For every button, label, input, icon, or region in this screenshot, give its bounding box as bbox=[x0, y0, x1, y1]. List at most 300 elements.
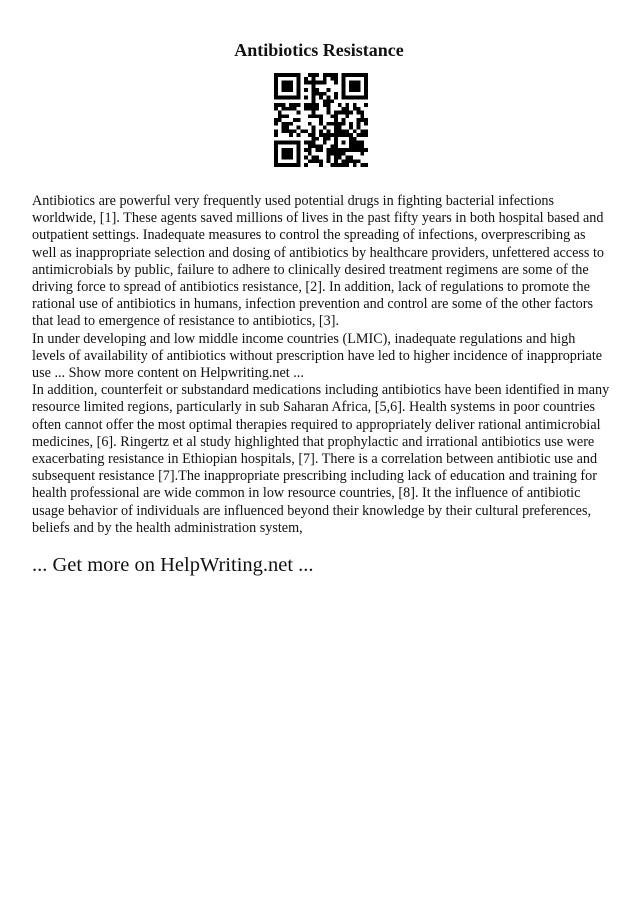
qr-module bbox=[364, 103, 368, 107]
qr-module bbox=[338, 122, 342, 126]
qr-module bbox=[334, 129, 338, 133]
qr-module bbox=[338, 163, 342, 167]
qr-module bbox=[315, 81, 319, 85]
qr-module bbox=[353, 81, 357, 85]
qr-module bbox=[345, 107, 349, 111]
qr-module bbox=[304, 96, 308, 100]
qr-module bbox=[282, 122, 286, 126]
qr-module bbox=[342, 148, 346, 152]
qr-module bbox=[323, 77, 327, 81]
qr-module bbox=[323, 99, 327, 103]
qr-module bbox=[323, 126, 327, 130]
qr-module bbox=[349, 148, 353, 152]
qr-module bbox=[297, 103, 301, 107]
qr-module bbox=[338, 133, 342, 137]
qr-module bbox=[360, 141, 364, 145]
qr-module bbox=[353, 129, 357, 133]
qr-module bbox=[297, 81, 301, 85]
qr-module bbox=[312, 84, 316, 88]
qr-module bbox=[364, 84, 368, 88]
qr-module bbox=[297, 96, 301, 100]
qr-module bbox=[349, 133, 353, 137]
qr-module bbox=[334, 137, 338, 141]
qr-module bbox=[297, 77, 301, 81]
qr-module bbox=[282, 152, 286, 156]
qr-module bbox=[304, 163, 308, 167]
qr-module bbox=[289, 141, 293, 145]
qr-module bbox=[274, 129, 278, 133]
qr-module bbox=[312, 133, 316, 137]
qr-module bbox=[342, 81, 346, 85]
qr-module bbox=[304, 88, 308, 92]
qr-module bbox=[334, 73, 338, 77]
qr-module bbox=[315, 156, 319, 160]
qr-module bbox=[319, 118, 323, 122]
qr-module bbox=[323, 73, 327, 77]
qr-module bbox=[330, 122, 334, 126]
qr-module bbox=[315, 88, 319, 92]
qr-module bbox=[334, 96, 338, 100]
qr-module bbox=[360, 148, 364, 152]
qr-module bbox=[327, 156, 331, 160]
qr-module bbox=[338, 148, 342, 152]
qr-module bbox=[327, 122, 331, 126]
qr-module bbox=[293, 118, 297, 122]
qr-module bbox=[327, 137, 331, 141]
qr-module bbox=[308, 81, 312, 85]
qr-module bbox=[349, 144, 353, 148]
qr-module bbox=[274, 156, 278, 160]
qr-module bbox=[312, 73, 316, 77]
qr-module bbox=[289, 96, 293, 100]
qr-module bbox=[285, 126, 289, 130]
qr-module bbox=[282, 163, 286, 167]
document-title: Antibiotics Resistance bbox=[234, 40, 404, 60]
qr-module bbox=[278, 73, 282, 77]
qr-module bbox=[315, 159, 319, 163]
qr-code-graphic bbox=[274, 73, 368, 167]
qr-module bbox=[312, 114, 316, 118]
qr-module bbox=[308, 148, 312, 152]
qr-module bbox=[285, 107, 289, 111]
qr-module bbox=[315, 103, 319, 107]
qr-module bbox=[334, 92, 338, 96]
qr-module bbox=[349, 137, 353, 141]
qr-module bbox=[297, 163, 301, 167]
qr-module bbox=[345, 163, 349, 167]
qr-module bbox=[293, 163, 297, 167]
qr-module bbox=[304, 103, 308, 107]
qr-module bbox=[364, 73, 368, 77]
qr-module bbox=[312, 144, 316, 148]
qr-module bbox=[345, 96, 349, 100]
qr-module bbox=[342, 122, 346, 126]
qr-module bbox=[312, 92, 316, 96]
qr-module bbox=[304, 148, 308, 152]
qr-module bbox=[345, 148, 349, 152]
qr-module bbox=[312, 77, 316, 81]
qr-module bbox=[289, 107, 293, 111]
qr-module bbox=[319, 133, 323, 137]
qr-module bbox=[282, 129, 286, 133]
qr-module bbox=[308, 107, 312, 111]
qr-module bbox=[282, 141, 286, 145]
qr-module bbox=[282, 81, 286, 85]
qr-module bbox=[334, 141, 338, 145]
qr-module bbox=[285, 129, 289, 133]
qr-module bbox=[304, 107, 308, 111]
qr-module bbox=[315, 73, 319, 77]
qr-module bbox=[278, 96, 282, 100]
qr-module bbox=[274, 152, 278, 156]
qr-module bbox=[278, 111, 282, 115]
qr-module bbox=[289, 84, 293, 88]
qr-module bbox=[323, 92, 327, 96]
document-body bbox=[32, 193, 610, 537]
qr-module bbox=[274, 73, 278, 77]
qr-module bbox=[312, 141, 316, 145]
qr-module bbox=[334, 144, 338, 148]
qr-module bbox=[285, 73, 289, 77]
qr-module bbox=[349, 81, 353, 85]
qr-module bbox=[353, 163, 357, 167]
qr-module bbox=[360, 111, 364, 115]
qr-module bbox=[274, 92, 278, 96]
qr-module bbox=[319, 92, 323, 96]
qr-module bbox=[353, 103, 357, 107]
qr-module bbox=[353, 107, 357, 111]
qr-module bbox=[282, 148, 286, 152]
qr-module bbox=[349, 84, 353, 88]
qr-module bbox=[334, 114, 338, 118]
qr-module bbox=[327, 152, 331, 156]
qr-module bbox=[364, 96, 368, 100]
qr-module bbox=[297, 73, 301, 77]
qr-module bbox=[349, 96, 353, 100]
qr-module bbox=[357, 73, 361, 77]
qr-module bbox=[293, 129, 297, 133]
qr-module bbox=[282, 96, 286, 100]
qr-module bbox=[285, 141, 289, 145]
qr-module bbox=[342, 92, 346, 96]
qr-module bbox=[334, 81, 338, 85]
qr-module bbox=[319, 144, 323, 148]
qr-module bbox=[364, 92, 368, 96]
qr-module bbox=[312, 99, 316, 103]
qr-module bbox=[312, 137, 316, 141]
qr-module bbox=[297, 118, 301, 122]
qr-module bbox=[345, 159, 349, 163]
qr-module bbox=[312, 88, 316, 92]
qr-module bbox=[274, 148, 278, 152]
qr-module bbox=[274, 103, 278, 107]
qr-module bbox=[327, 133, 331, 137]
qr-module bbox=[345, 103, 349, 107]
qr-module bbox=[360, 163, 364, 167]
qr-module bbox=[334, 133, 338, 137]
qr-module bbox=[289, 88, 293, 92]
qr-module bbox=[293, 73, 297, 77]
qr-module bbox=[357, 88, 361, 92]
qr-module bbox=[312, 159, 316, 163]
qr-module bbox=[319, 122, 323, 126]
qr-module bbox=[278, 163, 282, 167]
qr-module bbox=[364, 133, 368, 137]
qr-module bbox=[353, 148, 357, 152]
qr-module bbox=[297, 152, 301, 156]
qr-module bbox=[319, 159, 323, 163]
qr-module bbox=[278, 118, 282, 122]
qr-module bbox=[308, 159, 312, 163]
qr-module bbox=[330, 148, 334, 152]
qr-module bbox=[285, 122, 289, 126]
qr-module bbox=[297, 84, 301, 88]
qr-module bbox=[297, 88, 301, 92]
qr-module bbox=[334, 77, 338, 81]
qr-module bbox=[285, 114, 289, 118]
qr-module bbox=[285, 148, 289, 152]
qr-module bbox=[282, 126, 286, 130]
paragraph-2: In under developing and low middle income countries (LMIC), inadequate regulations and high levels of availability of antibiotics without prescription have led to higher incidence of inappropriate use ... Show more content on Helpwriting.net ... bbox=[32, 330, 603, 382]
qr-module bbox=[338, 111, 342, 115]
qr-module bbox=[345, 133, 349, 137]
qr-module bbox=[315, 114, 319, 118]
qr-module bbox=[308, 144, 312, 148]
qr-module bbox=[342, 133, 346, 137]
qr-module bbox=[323, 103, 327, 107]
qr-module bbox=[360, 96, 364, 100]
qr-module bbox=[334, 126, 338, 130]
qr-module bbox=[274, 88, 278, 92]
qr-module bbox=[312, 103, 316, 107]
qr-module bbox=[349, 122, 353, 126]
qr-module bbox=[360, 133, 364, 137]
qr-module bbox=[297, 148, 301, 152]
qr-module bbox=[278, 141, 282, 145]
qr-module bbox=[364, 148, 368, 152]
qr-module bbox=[312, 126, 316, 130]
qr-module bbox=[334, 111, 338, 115]
qr-module bbox=[360, 118, 364, 122]
qr-module bbox=[330, 77, 334, 81]
qr-module bbox=[282, 88, 286, 92]
qr-module bbox=[297, 156, 301, 160]
qr-module bbox=[274, 159, 278, 163]
qr-module bbox=[360, 152, 364, 156]
qr-code[interactable] bbox=[274, 73, 368, 167]
qr-module bbox=[282, 156, 286, 160]
qr-module bbox=[289, 148, 293, 152]
qr-module bbox=[282, 107, 286, 111]
qr-module bbox=[327, 96, 331, 100]
qr-module bbox=[357, 81, 361, 85]
qr-module bbox=[304, 77, 308, 81]
qr-module bbox=[353, 137, 357, 141]
qr-module bbox=[357, 141, 361, 145]
qr-module bbox=[349, 111, 353, 115]
qr-module bbox=[319, 81, 323, 85]
qr-module bbox=[293, 141, 297, 145]
qr-module bbox=[289, 156, 293, 160]
qr-module bbox=[327, 73, 331, 77]
qr-module bbox=[297, 111, 301, 115]
qr-module bbox=[315, 92, 319, 96]
qr-module bbox=[285, 96, 289, 100]
qr-module bbox=[330, 163, 334, 167]
qr-module bbox=[312, 81, 316, 85]
qr-module bbox=[349, 126, 353, 130]
qr-module bbox=[342, 152, 346, 156]
get-more-link[interactable]: ... Get more on HelpWriting.net ... bbox=[32, 554, 314, 576]
qr-module bbox=[274, 81, 278, 85]
qr-module bbox=[304, 81, 308, 85]
qr-module bbox=[357, 144, 361, 148]
qr-module bbox=[293, 103, 297, 107]
qr-module bbox=[285, 84, 289, 88]
qr-module bbox=[327, 148, 331, 152]
qr-module bbox=[327, 103, 331, 107]
qr-module bbox=[357, 122, 361, 126]
qr-module bbox=[319, 148, 323, 152]
qr-module bbox=[334, 118, 338, 122]
qr-module bbox=[327, 111, 331, 115]
qr-module bbox=[289, 129, 293, 133]
qr-module bbox=[353, 73, 357, 77]
qr-module bbox=[315, 148, 319, 152]
qr-module bbox=[308, 122, 312, 126]
qr-module bbox=[285, 152, 289, 156]
qr-module bbox=[312, 156, 316, 160]
qr-module bbox=[353, 141, 357, 145]
qr-module bbox=[360, 129, 364, 133]
qr-module bbox=[274, 163, 278, 167]
qr-module bbox=[353, 159, 357, 163]
qr-module bbox=[289, 73, 293, 77]
qr-module bbox=[274, 122, 278, 126]
qr-module bbox=[323, 141, 327, 145]
qr-module bbox=[282, 114, 286, 118]
paragraph-1: Antibiotics are powerful very frequently used potential drugs in fighting bacterial infections worldwide, [1]. These agents saved millions of lives in the past fifty years in both hospital based and outpatient settings. Inadequate measures to control the spreading of infections, overprescribing as well as inappropriate selection and dosing of antibiotics by healthcare providers, unfettered access to antimicrobials by public, failure to adhere to clinically desired treatment regimens are some of the driving force to spread of antibiotics resistance, [2]. In addition, lack of regulations to promote the rational use of antibiotics in humans, infection prevention and control are some of the other factors that lead to emergence of resistance to antibiotics, [3]. bbox=[32, 193, 605, 330]
qr-module bbox=[319, 129, 323, 133]
qr-module bbox=[342, 77, 346, 81]
qr-module bbox=[353, 96, 357, 100]
qr-module bbox=[357, 107, 361, 111]
qr-module bbox=[274, 141, 278, 145]
qr-module bbox=[278, 103, 282, 107]
qr-module bbox=[364, 163, 368, 167]
qr-module bbox=[334, 159, 338, 163]
qr-module bbox=[297, 144, 301, 148]
qr-module bbox=[304, 129, 308, 133]
qr-module bbox=[274, 77, 278, 81]
qr-module bbox=[327, 88, 331, 92]
qr-module bbox=[304, 141, 308, 145]
qr-module bbox=[349, 156, 353, 160]
qr-module bbox=[342, 118, 346, 122]
qr-module bbox=[278, 114, 282, 118]
qr-module bbox=[338, 103, 342, 107]
qr-module bbox=[364, 81, 368, 85]
qr-module bbox=[297, 92, 301, 96]
qr-module bbox=[357, 159, 361, 163]
qr-module bbox=[342, 84, 346, 88]
qr-module bbox=[289, 103, 293, 107]
qr-module bbox=[334, 156, 338, 160]
qr-module bbox=[349, 141, 353, 145]
qr-module bbox=[304, 156, 308, 160]
qr-module bbox=[349, 88, 353, 92]
qr-module bbox=[282, 84, 286, 88]
qr-module bbox=[327, 159, 331, 163]
qr-module bbox=[289, 122, 293, 126]
qr-module bbox=[353, 88, 357, 92]
qr-module bbox=[364, 77, 368, 81]
qr-module bbox=[327, 107, 331, 111]
qr-module bbox=[289, 152, 293, 156]
qr-module bbox=[342, 163, 346, 167]
qr-module bbox=[342, 107, 346, 111]
qr-module bbox=[345, 73, 349, 77]
qr-module bbox=[342, 111, 346, 115]
qr-module bbox=[308, 73, 312, 77]
qr-module bbox=[315, 137, 319, 141]
qr-module bbox=[274, 107, 278, 111]
qr-module bbox=[274, 144, 278, 148]
qr-module bbox=[357, 111, 361, 115]
qr-module bbox=[330, 114, 334, 118]
qr-module bbox=[323, 137, 327, 141]
qr-module bbox=[285, 81, 289, 85]
qr-module bbox=[345, 111, 349, 115]
qr-module bbox=[338, 152, 342, 156]
qr-module bbox=[345, 156, 349, 160]
qr-module bbox=[323, 81, 327, 85]
qr-module bbox=[274, 118, 278, 122]
qr-module bbox=[312, 107, 316, 111]
qr-module bbox=[338, 126, 342, 130]
qr-module bbox=[293, 107, 297, 111]
qr-module bbox=[357, 96, 361, 100]
qr-module bbox=[319, 163, 323, 167]
qr-module bbox=[342, 159, 346, 163]
qr-module bbox=[342, 129, 346, 133]
paragraph-3: In addition, counterfeit or substandard medications including antibiotics have been identified in many resource limited regions, particularly in sub Saharan Africa, [5,6]. Health systems in poor countries often cannot offer the most optimal therapies required to appropriately deliver rational antimicrobial medicines, [6]. Ringertz et al study highlighted that prophylactic and irrational antibiotics use were exacerbating resistance in Ethiopian hospitals, [7]. There is a correlation between antibiotic use and subsequent resistance [7].The inappropriate prescribing including lack of education and training for health professional are wide common in low resource countries, [8]. It the influence of antibiotic usage behavior of individuals are influenced beyond their knowledge by their cultural preferences, beliefs and by the health administration system, bbox=[32, 382, 610, 536]
qr-module bbox=[334, 122, 338, 126]
qr-module bbox=[357, 126, 361, 130]
qr-module bbox=[353, 144, 357, 148]
qr-module bbox=[364, 88, 368, 92]
qr-module bbox=[330, 144, 334, 148]
qr-module bbox=[334, 148, 338, 152]
qr-module bbox=[330, 73, 334, 77]
qr-module bbox=[342, 141, 346, 145]
qr-module bbox=[308, 141, 312, 145]
qr-module bbox=[342, 73, 346, 77]
qr-module bbox=[330, 133, 334, 137]
qr-module bbox=[285, 156, 289, 160]
qr-module bbox=[357, 133, 361, 137]
qr-module bbox=[308, 114, 312, 118]
qr-module bbox=[312, 96, 316, 100]
qr-module bbox=[312, 111, 316, 115]
qr-module bbox=[330, 152, 334, 156]
qr-module bbox=[312, 129, 316, 133]
qr-module bbox=[285, 163, 289, 167]
qr-module bbox=[282, 73, 286, 77]
qr-module bbox=[357, 118, 361, 122]
qr-module bbox=[285, 88, 289, 92]
qr-module bbox=[289, 81, 293, 85]
